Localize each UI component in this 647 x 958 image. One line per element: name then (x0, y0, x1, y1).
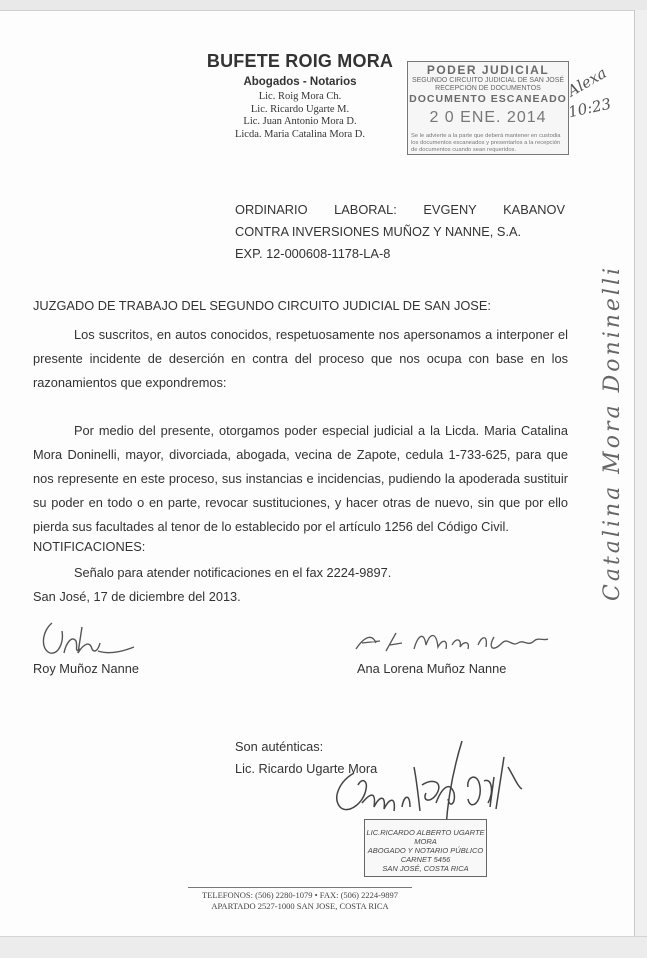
lawyer-name: Lic. Juan Antonio Mora D. (243, 116, 357, 127)
stamp-reception: RECEPCIÓN DE DOCUMENTOS (435, 85, 541, 92)
stamp-notice: Se le advierte a la parte que deberá mantener en custodia los documentos escaneados y presentarlos a la recepción de documentos cuando sean requeridos. (411, 133, 561, 153)
document-date: San José, 17 de diciembre del 2013. (33, 589, 241, 604)
lawyer-name: Licda. Maria Catalina Mora D. (234, 128, 366, 140)
court-addressee: JUZGADO DE TRABAJO DEL SEGUNDO CIRCUITO JUDICIAL DE SAN JOSE: (33, 298, 491, 313)
document-page (0, 10, 635, 936)
footer-rule (188, 887, 412, 888)
stamp-date: 2 0 ENE. 2014 (429, 109, 547, 126)
seal-line-1: LIC.RICARDO ALBERTO UGARTE MORA (366, 828, 485, 846)
case-line-1: ORDINARIO LABORAL: EVGENY KABANOV (235, 202, 565, 217)
signer-1-name: Roy Muñoz Nanne (33, 661, 139, 676)
scan-top-edge (0, 0, 647, 10)
authenticator-name: Lic. Ricardo Ugarte Mora (235, 761, 378, 776)
case-line-2: CONTRA INVERSIONES MUÑOZ Y NANNE, S.A. (235, 224, 522, 239)
case-reference (235, 199, 565, 265)
court-reception-stamp (407, 61, 569, 155)
handwritten-alexa: Alexa (564, 63, 610, 101)
signature-ana-lorena (352, 623, 552, 657)
paragraph-1 (33, 323, 568, 395)
firm-name: BUFETE ROIG MORA (206, 51, 394, 71)
stamp-circuit: SEGUNDO CIRCUITO JUDICIAL DE SAN JOSÉ (411, 77, 565, 84)
footer-phones: TELEFONOS: (506) 2280-1079 • FAX: (506) 2224-9897 (202, 890, 398, 900)
footer-address: APARTADO 2527-1000 SAN JOSE, COSTA RICA (211, 901, 389, 911)
notifications-text: Señalo para atender notificaciones en el fax 2224-9897. (74, 565, 392, 580)
stamp-scanned: DOCUMENTO ESCANEADO (409, 93, 567, 105)
notifications-heading: NOTIFICACIONES: (33, 539, 146, 554)
letterhead (200, 51, 400, 141)
letterhead-footer (180, 887, 420, 912)
notary-seal (364, 819, 487, 877)
paragraph-2 (33, 419, 568, 539)
lawyer-list (200, 91, 400, 141)
scan-bottom-edge (0, 936, 647, 958)
seal-line-4: SAN JOSÉ, COSTA RICA (382, 864, 469, 873)
lawyer-name: Lic. Roig Mora Ch. (258, 91, 342, 102)
lawyer-name: Lic. Ricardo Ugarte M. (250, 103, 350, 115)
stamp-title: PODER JUDICIAL (426, 63, 550, 77)
paragraph-1-text: Los suscritos, en autos conocidos, respetuosamente nos apersonamos a interponer el presente incidente de deserción en contra del proceso que nos ocupa con base en los razonamientos que expondremos: (33, 327, 568, 390)
signature-roy (38, 613, 138, 661)
authentication-label: Son auténticas: (235, 739, 324, 754)
seal-line-3: CARNET 5456 (400, 855, 451, 864)
handwritten-time: 10:23 (566, 94, 613, 122)
signer-2-name: Ana Lorena Muñoz Nanne (357, 661, 507, 676)
case-line-3: EXP. 12-000608-1178-LA-8 (235, 246, 391, 261)
handwritten-margin-name: Catalina Mora Doninelli (600, 264, 625, 601)
firm-subtitle: Abogados - Notarios (243, 76, 357, 88)
paragraph-2-text: Por medio del presente, otorgamos poder especial judicial a la Licda. Maria Catalina Mora Doninelli, mayor, divorciada, abogada, vecina de Zapote, cedula 1-733-625, para que nos represente en este proceso, sus instancias e incidencias, pudiendo la apoderada sustituir su poder en todo o en parte, revocar sustituciones, y hacer otras de nuevo, sin que por ello pierda sus facultades al tenor de lo establecido por el artículo 1256 del Código Civil. (33, 423, 568, 534)
seal-line-2: ABOGADO Y NOTARIO PÚBLICO (367, 846, 484, 855)
